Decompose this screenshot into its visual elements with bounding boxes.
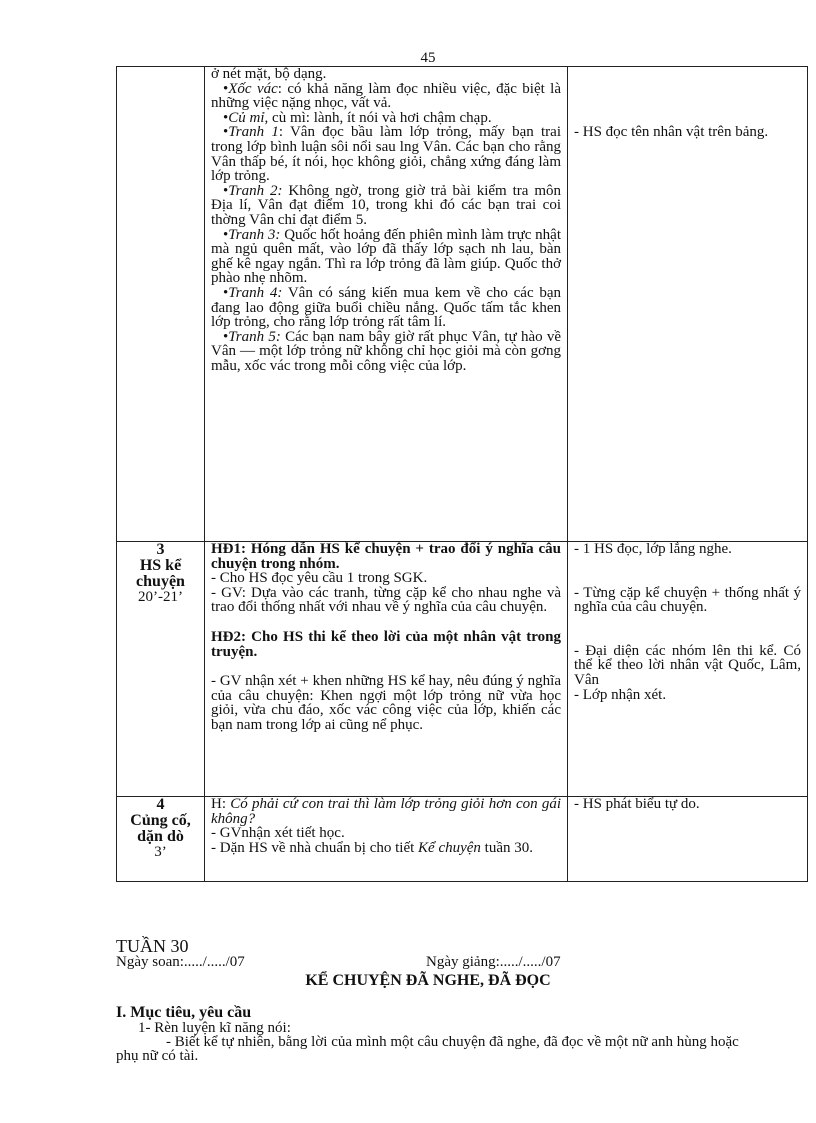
- picture-description: • Tranh 2: Không ngờ, trong giờ trả bài kiểm tra môn Địa lí, Vân đạt điểm 10, trong khi đó các bạn trai coi thờng Vân chỉ đạt điểm 5.: [211, 184, 561, 228]
- student-activity-cell: [568, 542, 808, 797]
- step-number: 4: [156, 796, 165, 813]
- step-label: HS kể chuyện: [136, 557, 185, 590]
- student-activity-cell: [568, 67, 808, 542]
- teacher-activity-cell: [205, 67, 568, 542]
- student-activity: - Lớp nhận xét.: [574, 686, 667, 703]
- table-row: [117, 67, 808, 542]
- activity-item: - Dặn HS về nhà chuẩn bị cho tiết Kể chuyện tuần 30.: [211, 839, 533, 856]
- step-cell: [117, 67, 205, 542]
- activity-item: - GV nhận xét + khen những HS kể hay, nêu đúng ý nghĩa của câu chuyện: Khen ngợi một lớp trỏng nữ vừa học giỏi, vừa chu đáo, xốc vác công việc của lớp, khiến các bạn nam trong lớp ai cũng nể phục.: [211, 673, 561, 733]
- prep-date: Ngày soan:...../...../07: [116, 954, 245, 970]
- intro-text: ở nét mặt, bộ dạng.: [211, 66, 327, 82]
- picture-description: • Tranh 4: Vân có sáng kiến mua kem về cho các bạn đang lao động giữa buổi chiều nắng. Quốc tấm tắc khen lớp trỏng, cho rằng lớp trỏng rất tâm lí.: [211, 286, 561, 330]
- activity-item: - Cho HS đọc yêu cầu 1 trong SGK.: [211, 570, 428, 587]
- activity-item: - GV: Dựa vào các tranh, từng cặp kể cho nhau nghe và trao đổi thống nhất với nhau về ý nghĩa của câu chuyện.: [211, 584, 561, 616]
- page-number: 45: [420, 50, 436, 66]
- step-time: 3’: [154, 844, 167, 860]
- teacher-activity-cell: [205, 797, 568, 882]
- teacher-activity-cell: [205, 542, 568, 797]
- question: H: Có phải cứ con trai thì làm lớp trỏng giỏi hơn con gái không?: [211, 796, 561, 827]
- table-row: [117, 797, 808, 882]
- picture-description: • Tranh 5: Các bạn nam bây giờ rất phục Vân, tự hào về Vân — một lớp trỏng nữ không chỉ học giỏi mà còn gơng mẫu, xốc vác trong mỗi công việc của lớp.: [211, 330, 561, 374]
- lesson-title: KỂ CHUYỆN ĐÃ NGHE, ĐÃ ĐỌC: [305, 972, 551, 989]
- step-number: 3: [156, 541, 165, 558]
- objective-item: 1- Rèn luyện kĩ năng nói:: [138, 1020, 291, 1036]
- vocab-term: • Xốc vác: có khả năng làm đọc nhiều việc, đặc biệt là những việc nặng nhọc, vất vả.: [211, 82, 561, 111]
- step-cell: [117, 797, 205, 882]
- objective-subitem: - Biết kể tự nhiên, bằng lời của mình một câu chuyện đã nghe, đã đọc về một nữ anh hùng hoặc phụ nữ có tài.: [116, 1034, 739, 1064]
- week-heading: TUẦN 30: [116, 936, 189, 956]
- lesson-dates: [116, 955, 596, 970]
- activity-heading: HĐ1: Hóng dẫn HS kể chuyện + trao đổi ý nghĩa câu chuyện trong nhóm.: [211, 541, 561, 572]
- objectives-heading: I. Mục tiêu, yêu cầu: [116, 1004, 252, 1021]
- student-activity: - Đại diện các nhóm lên thi kể. Có thể kể theo lời nhân vật Quốc, Lâm, Vân: [574, 642, 801, 688]
- picture-description: • Tranh 1: Vân đọc bầu làm lớp trỏng, mấy bạn trai trong lớp bình luận sôi nổi sau lng Vân. Các bạn cho rằng Vân thấp bé, ít nói, học không giỏi, chẳng xứng đáng làm lớp trỏng.: [211, 125, 561, 183]
- table-row: [117, 542, 808, 797]
- teach-date: Ngày giảng:...../...../07: [426, 954, 561, 970]
- activity-item: - GVnhận xét tiết học.: [211, 825, 345, 842]
- student-activity: - 1 HS đọc, lớp lắng nghe.: [574, 541, 732, 557]
- vocab-term: • Củ mỉ, cù mì: lành, ít nói và hơi chậm chạp.: [211, 111, 561, 126]
- student-activity: - Từng cặp kể chuyện + thống nhất ý nghĩa của câu chuyện.: [574, 584, 801, 616]
- step-cell: [117, 542, 205, 797]
- activity-heading: HĐ2: Cho HS thi kể theo lời của một nhân vật trong truyện.: [211, 628, 561, 660]
- step-time: 20’-21’: [138, 589, 183, 605]
- student-activity: - HS đọc tên nhân vật trên bảng.: [574, 124, 769, 140]
- step-label: Củng cố, dặn dò: [130, 812, 191, 845]
- lesson-plan-table: [116, 66, 808, 882]
- student-activity-cell: [568, 797, 808, 882]
- objectives-section: [116, 1005, 756, 1063]
- student-activity: - HS phát biểu tự do.: [574, 796, 700, 812]
- picture-description: • Tranh 3: Quốc hốt hoảng đến phiên mình làm trực nhật mà ngủ quên mất, vào lớp đã thấy lớp sạch nh lau, bàn ghế kê ngay ngắn. Thì ra lớp trỏng đã làm giúp. Quốc thở phào nhẹ nhõm.: [211, 228, 561, 286]
